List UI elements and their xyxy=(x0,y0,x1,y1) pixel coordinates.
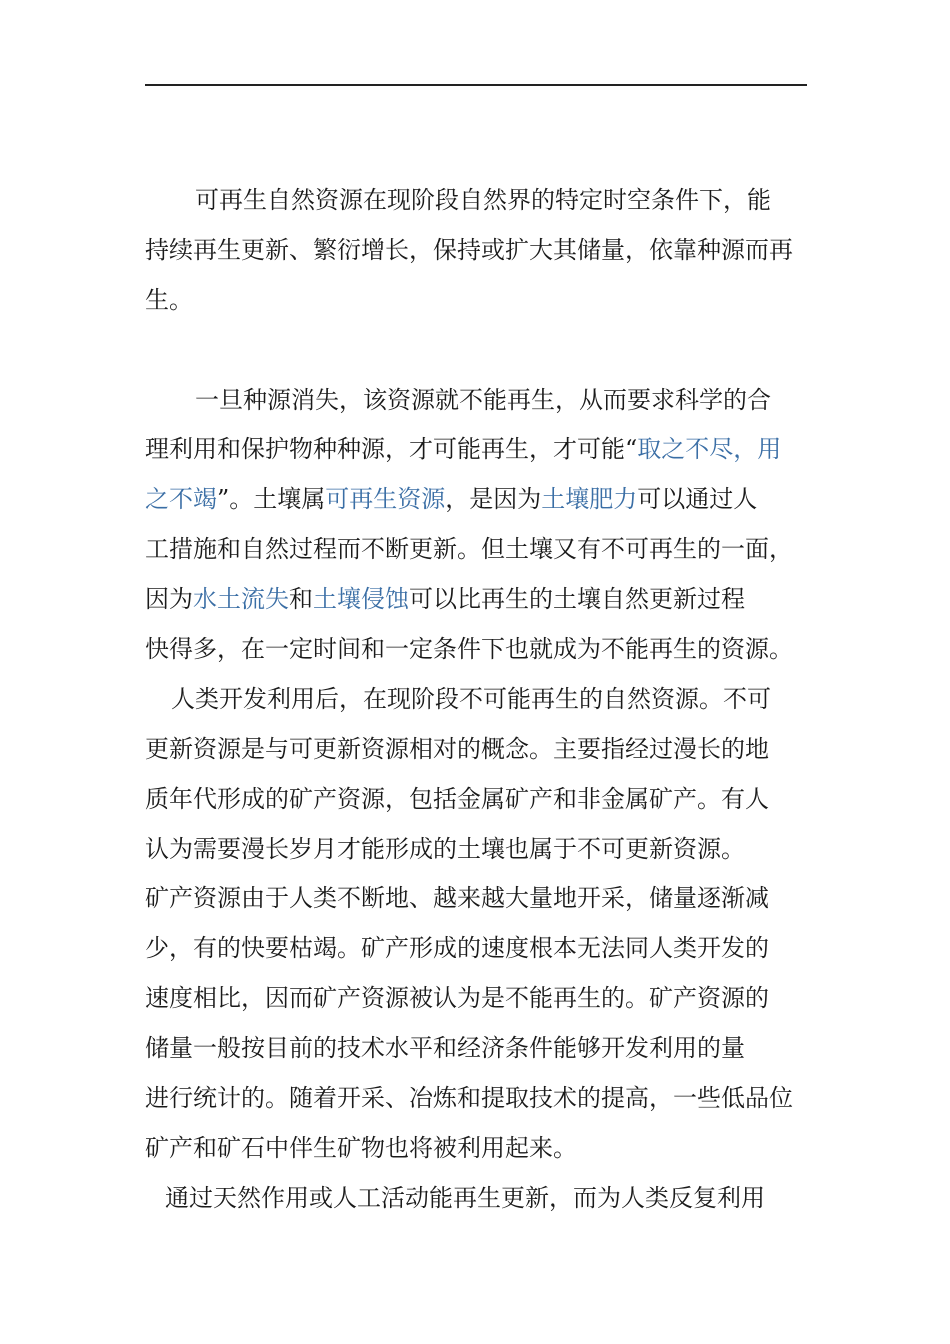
paragraph-1-line-1: 可再生自然资源在现阶段自然界的特定时空条件下，能 xyxy=(195,186,771,214)
paragraph-3-line-1: 人类开发利用后，在现阶段不可能再生的自然资源。不可 xyxy=(171,685,771,713)
paragraph-2-line-6: 快得多，在一定时间和一定条件下也就成为不能再生的资源。 xyxy=(145,635,793,663)
link-soil-fertility[interactable]: 土壤肥力 xyxy=(541,485,638,513)
paragraph-3-line-8: 储量一般按目前的技术水平和经济条件能够开发利用的量 xyxy=(145,1034,745,1062)
link-inexhaustible[interactable]: 取之不尽，用 xyxy=(637,435,782,463)
header-rule xyxy=(145,84,807,86)
link-soil-erosion-water[interactable]: 水土流失 xyxy=(193,585,289,613)
paragraph-3-line-3: 质年代形成的矿产资源，包括金属矿产和非金属矿产。有人 xyxy=(145,785,769,813)
paragraph-2-text: 理利用和保护物种种源，才可能再生，才可能“ xyxy=(145,435,638,463)
paragraph-3-line-9: 进行统计的。随着开采、冶炼和提取技术的提高，一些低品位 xyxy=(145,1084,793,1112)
paragraph-2-text: 因为 xyxy=(145,585,193,613)
paragraph-3-line-2: 更新资源是与可更新资源相对的概念。主要指经过漫长的地 xyxy=(145,735,769,763)
paragraph-3-line-4: 认为需要漫长岁月才能形成的土壤也属于不可更新资源。 xyxy=(145,835,745,863)
paragraph-3-line-7: 速度相比，因而矿产资源被认为是不能再生的。矿产资源的 xyxy=(145,984,769,1012)
link-inexhaustible-cont[interactable]: 之不竭 xyxy=(145,485,217,513)
paragraph-1-line-2: 持续再生更新、繁衍增长，保持或扩大其储量，依靠种源而再 xyxy=(145,236,793,264)
paragraph-2-text: ”。土壤属 xyxy=(217,485,326,513)
paragraph-2-line-4: 工措施和自然过程而不断更新。但土壤又有不可再生的一面， xyxy=(145,535,793,563)
paragraph-3-line-5: 矿产资源由于人类不断地、越来越大量地开采，储量逐渐减 xyxy=(145,884,769,912)
paragraph-2-text: 可以通过人 xyxy=(637,485,758,513)
paragraph-2-line-3 xyxy=(145,482,825,516)
paragraph-2-text: 和 xyxy=(289,585,313,613)
paragraph-2-line-2 xyxy=(145,432,825,466)
paragraph-3-line-10: 矿产和矿石中伴生矿物也将被利用起来。 xyxy=(145,1134,577,1162)
paragraph-3-line-6: 少，有的快要枯竭。矿产形成的速度根本无法同人类开发的 xyxy=(145,934,769,962)
paragraph-1-line-3: 生。 xyxy=(145,286,193,314)
link-soil-erosion[interactable]: 土壤侵蚀 xyxy=(313,585,409,613)
paragraph-2-text: ，是因为 xyxy=(445,485,542,513)
paragraph-2-text: 可以比再生的土壤自然更新过程 xyxy=(409,585,745,613)
paragraph-2-line-1: 一旦种源消失，该资源就不能再生，从而要求科学的合 xyxy=(195,386,771,414)
paragraph-2-line-5 xyxy=(145,582,825,616)
link-renewable-resources[interactable]: 可再生资源 xyxy=(325,485,446,513)
paragraph-4-line-1: 通过天然作用或人工活动能再生更新，而为人类反复利用 xyxy=(165,1184,765,1212)
